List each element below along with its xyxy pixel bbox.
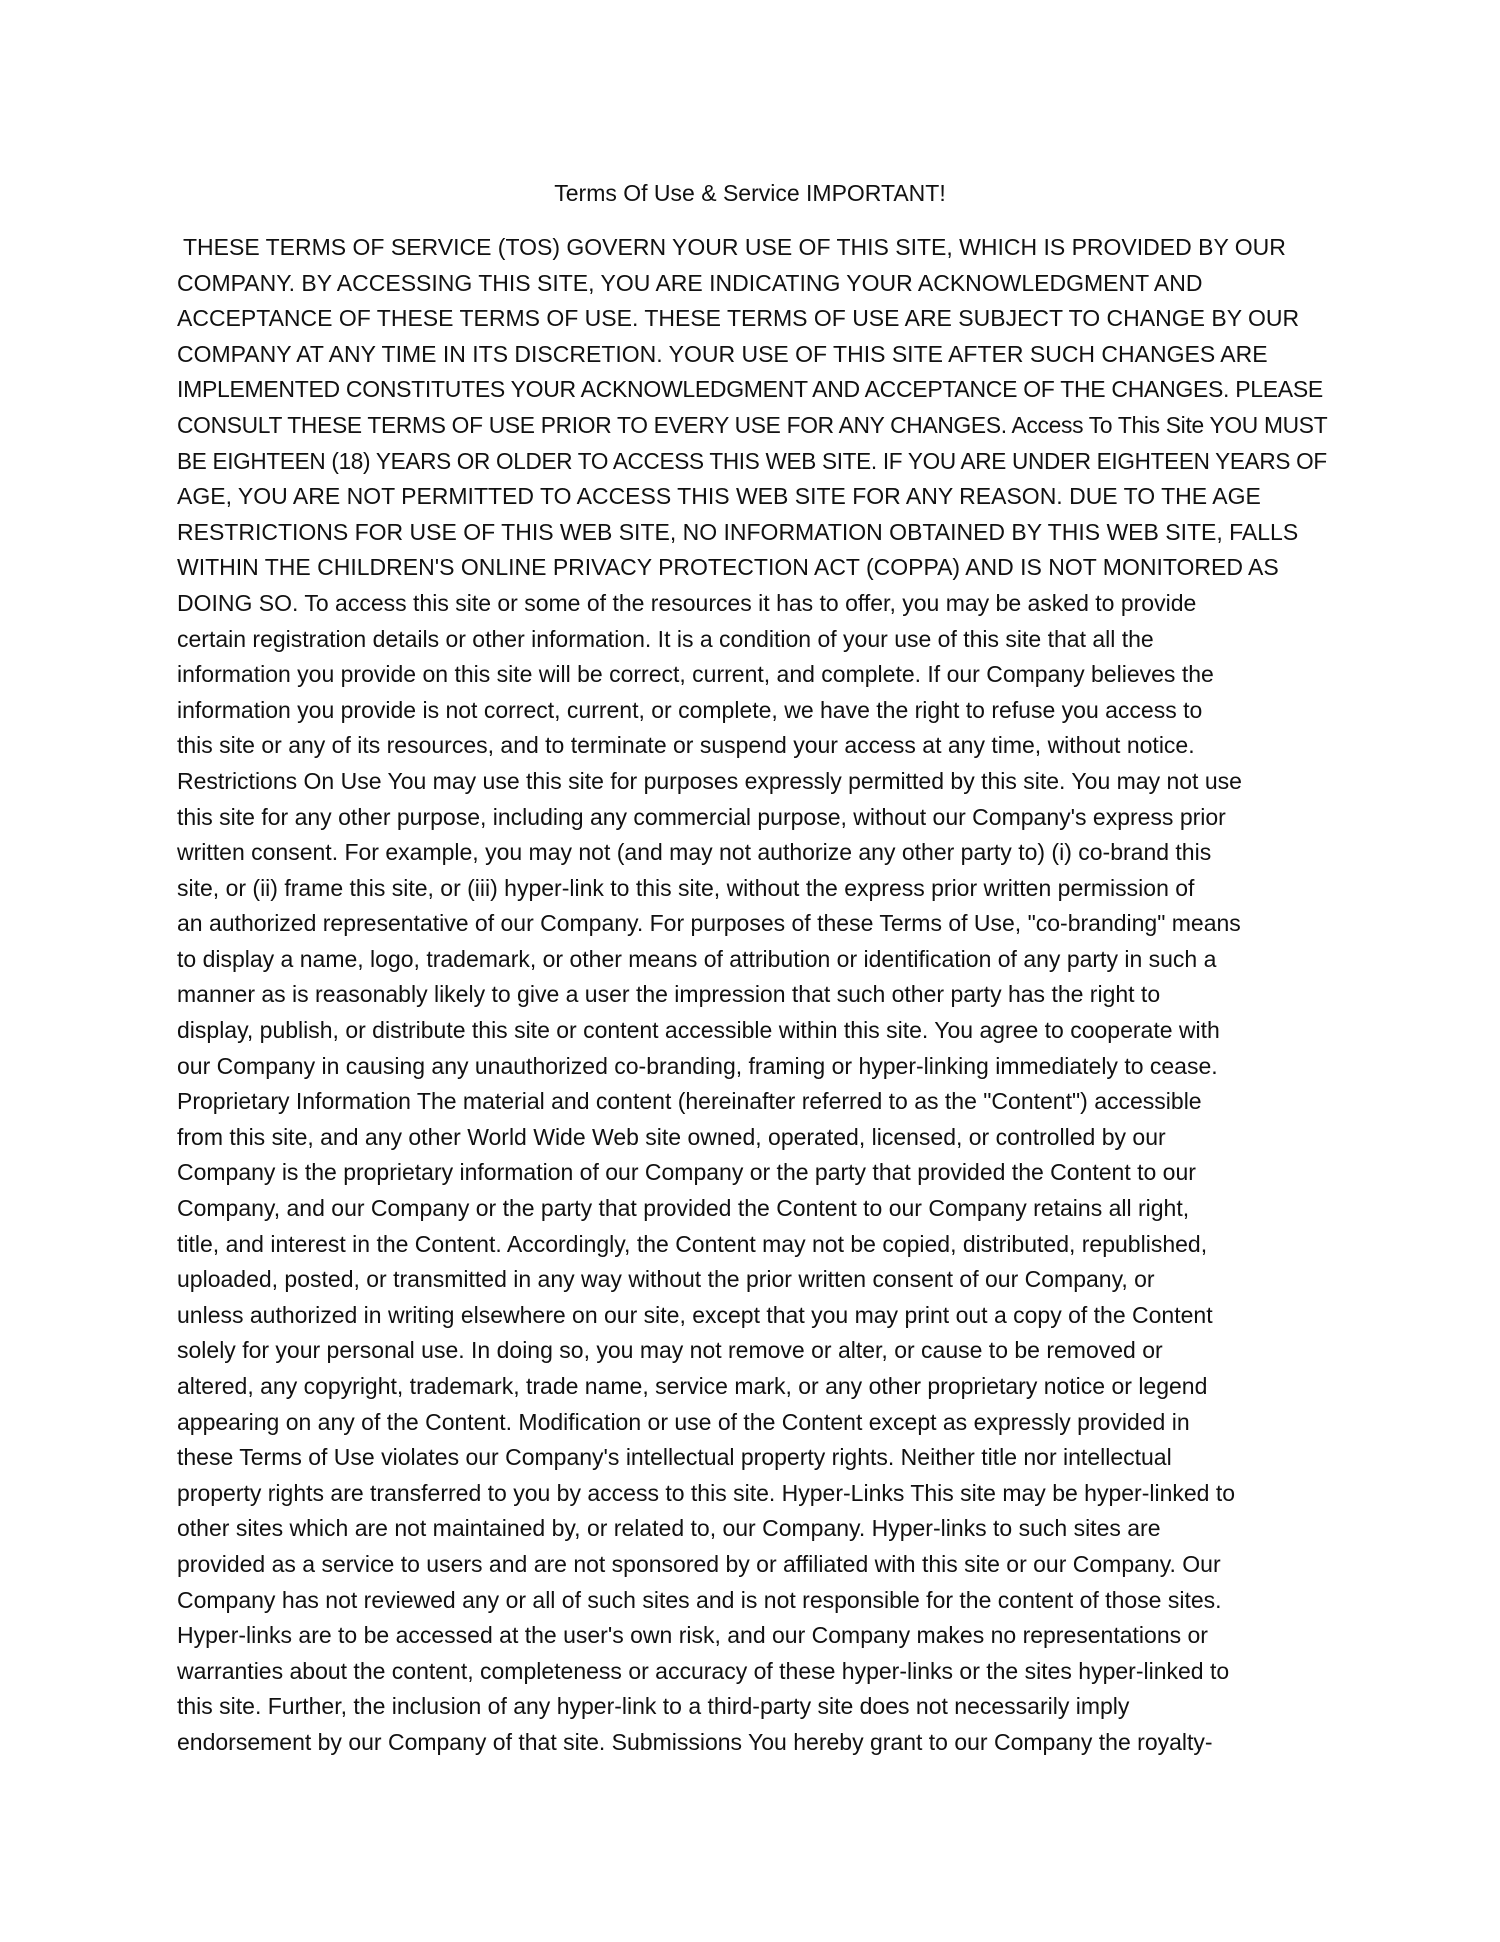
body-text-line: COMPANY AT ANY TIME IN ITS DISCRETION. YOUR USE OF THIS SITE AFTER SUCH CHANGES ARE	[177, 340, 1268, 367]
body-text-line: information you provide is not correct, current, or complete, we have the right to refuse you access to	[177, 696, 1203, 723]
body-text-line: altered, any copyright, trademark, trade name, service mark, or any other proprietary notice or legend	[177, 1373, 1208, 1399]
body-text-line: manner as is reasonably likely to give a user the impression that such other party has the right to	[177, 981, 1161, 1008]
body-text-line: Hyper-links are to be accessed at the user's own risk, and our Company makes no representations or	[177, 1622, 1208, 1649]
body-text-line: Company has not reviewed any or all of such sites and is not responsible for the content of those sites.	[177, 1586, 1222, 1613]
body-text-line: from this site, and any other World Wide Web site owned, operated, licensed, or controlled by our	[177, 1123, 1166, 1150]
body-text-line: site, or (ii) frame this site, or (iii) hyper-link to this site, without the express prior written permission of	[177, 874, 1195, 901]
body-text-line: AGE, YOU ARE NOT PERMITTED TO ACCESS THIS WEB SITE FOR ANY REASON. DUE TO THE AGE	[177, 483, 1261, 510]
body-text-line: property rights are transferred to you by access to this site. Hyper-Links This site may be hyper-linked to	[177, 1479, 1236, 1506]
body-text-line: Restrictions On Use You may use this site for purposes expressly permitted by this site. You may not use	[177, 767, 1242, 794]
body-text-line: this site for any other purpose, including any commercial purpose, without our Company's express prior	[177, 803, 1226, 830]
body-text-line: CONSULT THESE TERMS OF USE PRIOR TO EVERY USE FOR ANY CHANGES. Access To This Site YOU MUST	[177, 411, 1328, 438]
body-text-line: DOING SO. To access this site or some of the resources it has to offer, you may be asked to provide	[177, 589, 1197, 616]
body-text-line: other sites which are not maintained by, or related to, our Company. Hyper-links to such sites are	[177, 1515, 1161, 1542]
body-text-line: to display a name, logo, trademark, or other means of attribution or identification of any party in such a	[177, 945, 1217, 972]
body-text-line: THESE TERMS OF SERVICE (TOS) GOVERN YOUR USE OF THIS SITE, WHICH IS PROVIDED BY OUR	[177, 234, 1286, 260]
body-text-line: uploaded, posted, or transmitted in any way without the prior written consent of our Company, or	[177, 1266, 1155, 1293]
body-text-line: ACCEPTANCE OF THESE TERMS OF USE. THESE TERMS OF USE ARE SUBJECT TO CHANGE BY OUR	[177, 305, 1300, 332]
body-text-line: Proprietary Information The material and content (hereinafter referred to as the "Content") accessible	[177, 1088, 1202, 1115]
body-text-line: Company, and our Company or the party that provided the Content to our Company retains all right,	[177, 1195, 1190, 1222]
body-text-line: WITHIN THE CHILDREN'S ONLINE PRIVACY PROTECTION ACT (COPPA) AND IS NOT MONITORED AS	[177, 554, 1279, 581]
body-text-line: solely for your personal use. In doing so, you may not remove or alter, or cause to be removed or	[177, 1337, 1163, 1364]
body-text-line: endorsement by our Company of that site. Submissions You hereby grant to our Company the royalty-	[177, 1728, 1213, 1755]
document-title: Terms Of Use & Service IMPORTANT!	[554, 180, 946, 206]
document-body	[177, 230, 1327, 1761]
body-text-line: these Terms of Use violates our Company's intellectual property rights. Neither title nor intellectual	[177, 1444, 1172, 1471]
body-text-line: provided as a service to users and are not sponsored by or affiliated with this site or our Company. Our	[177, 1550, 1221, 1577]
body-text-line: information you provide on this site will be correct, current, and complete. If our Company believes the	[177, 661, 1214, 688]
body-text-line: IMPLEMENTED CONSTITUTES YOUR ACKNOWLEDGMENT AND ACCEPTANCE OF THE CHANGES. PLEASE	[177, 376, 1323, 403]
body-text-line: an authorized representative of our Company. For purposes of these Terms of Use, "co-branding" means	[177, 910, 1241, 937]
body-text-line: RESTRICTIONS FOR USE OF THIS WEB SITE, NO INFORMATION OBTAINED BY THIS WEB SITE, FALLS	[177, 518, 1299, 545]
body-text-line: COMPANY. BY ACCESSING THIS SITE, YOU ARE INDICATING YOUR ACKNOWLEDGMENT AND	[177, 269, 1203, 296]
body-text-line: certain registration details or other information. It is a condition of your use of this site that all the	[177, 625, 1154, 652]
body-text-line: display, publish, or distribute this site or content accessible within this site. You agree to cooperate with	[177, 1017, 1220, 1044]
body-text-line: title, and interest in the Content. Accordingly, the Content may not be copied, distributed, republished,	[177, 1230, 1208, 1257]
body-text-line: this site. Further, the inclusion of any hyper-link to a third-party site does not necessarily imply	[177, 1693, 1130, 1720]
body-text-line: Company is the proprietary information of our Company or the party that provided the Content to our	[177, 1159, 1196, 1186]
body-text-line: our Company in causing any unauthorized co-branding, framing or hyper-linking immediately to cease.	[177, 1052, 1218, 1079]
body-text-line: unless authorized in writing elsewhere on our site, except that you may print out a copy of the Content	[177, 1301, 1213, 1328]
body-text-line: written consent. For example, you may not (and may not authorize any other party to) (i) co-brand this	[177, 839, 1212, 866]
body-text-line: BE EIGHTEEN (18) YEARS OR OLDER TO ACCESS THIS WEB SITE. IF YOU ARE UNDER EIGHTEEN YEARS OF	[177, 447, 1327, 474]
body-text-line: appearing on any of the Content. Modification or use of the Content except as expressly provided in	[177, 1408, 1190, 1435]
body-text-line: warranties about the content, completeness or accuracy of these hyper-links or the sites hyper-linked to	[177, 1657, 1230, 1684]
body-text-line: this site or any of its resources, and to terminate or suspend your access at any time, without notice.	[177, 732, 1195, 759]
